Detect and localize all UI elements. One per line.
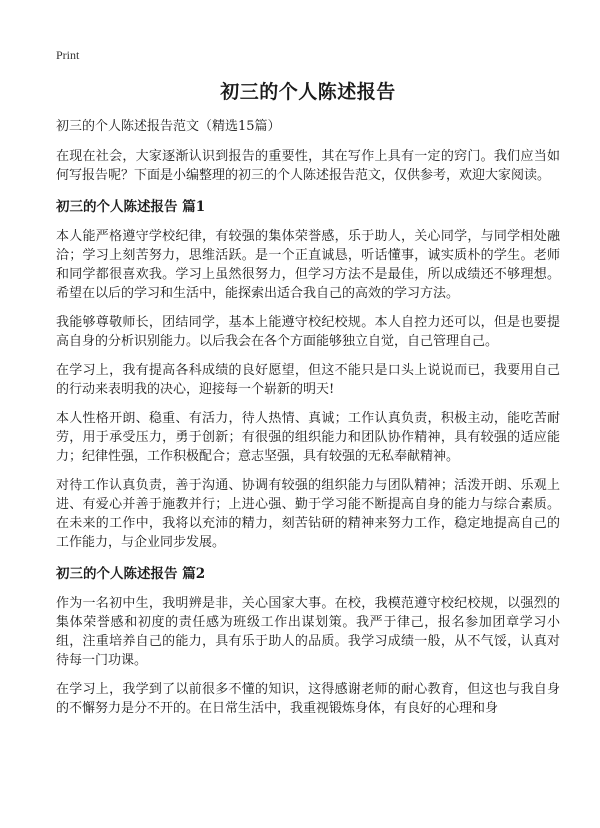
subtitle: 初三的个人陈述报告范文（精选15篇） xyxy=(56,119,281,134)
paragraph: 对待工作认真负责，善于沟通、协调有较强的组织能力与团队精神；活泼开朗、乐观上进、有爱心并善于施教并行；上进心强、勤于学习能不断提高自身的能力与综合素质。在未来的工作中，我将以充沛的精力，刻苦钻研的精神来努力工作，稳定地提高自己的工作能力，与企业同步发展。 xyxy=(56,478,560,550)
section-heading: 初三的个人陈述报告 篇2 xyxy=(56,566,206,582)
paragraph: 我能够尊敬师长，团结同学，基本上能遵守校纪校规。本人自控力还可以，但是也要提高自身的分析识别能力。以后我会在各个方面能够独立自觉，自己管理自己。 xyxy=(56,315,560,349)
intro-paragraph: 在现在社会，大家逐渐认识到报告的重要性，其在写作上具有一定的窍门。我们应当如何写报告呢？下面是小编整理的初三的个人陈述报告范文，仅供参考，欢迎大家阅读。 xyxy=(56,149,560,183)
section-1 xyxy=(56,198,560,552)
paragraph: 在学习上，我有提高各科成绩的良好愿望，但这不能只是口头上说说而已，我要用自己的行动来表明我的决心，迎接每一个崭新的明天! xyxy=(56,363,560,397)
paragraph: 本人性格开朗、稳重、有活力，待人热情、真诚；工作认真负责，积极主动，能吃苦耐劳，用于承受压力，勇于创新；有很强的组织能力和团队协作精神，具有较强的适应能力；纪律性强，工作积极配合；意志坚强，具有较强的无私奉献精神。 xyxy=(56,411,560,464)
paragraph: 作为一名初中生，我明辨是非，关心国家大事。在校，我模范遵守校纪校规，以强烈的集体荣誉感和初度的责任感为班级工作出谋划策。我严于律己，报名参加团章学习小组，注重培养自己的能力，具有乐于助人的品质。我学习成绩一般，从不气馁，认真对待每一门功课。 xyxy=(56,596,560,668)
page-title: 初三的个人陈述报告 xyxy=(220,81,396,103)
section-heading: 初三的个人陈述报告 篇1 xyxy=(56,199,206,215)
paragraph: 本人能严格遵守学校纪律，有较强的集体荣誉感，乐于助人，关心同学，与同学相处融洽；学习上刻苦努力，思维活跃。是一个正直诚恳，听话懂事，诚实质朴的学生。老师和同学都很喜欢我。学习上虽然很努力，但学习方法不是最佳，所以成绩还不够理想。希望在以后的学习和生活中，能探索出适合我自己的高效的学习方法。 xyxy=(56,229,560,301)
paragraph: 在学习上，我学到了以前很多不懂的知识，这得感谢老师的耐心教育，但这也与我自身的不懈努力是分不开的。在日常生活中，我重视锻炼身体，有良好的心理和身 xyxy=(56,682,560,716)
section-2 xyxy=(56,565,560,718)
print-link[interactable]: Print xyxy=(56,48,80,62)
